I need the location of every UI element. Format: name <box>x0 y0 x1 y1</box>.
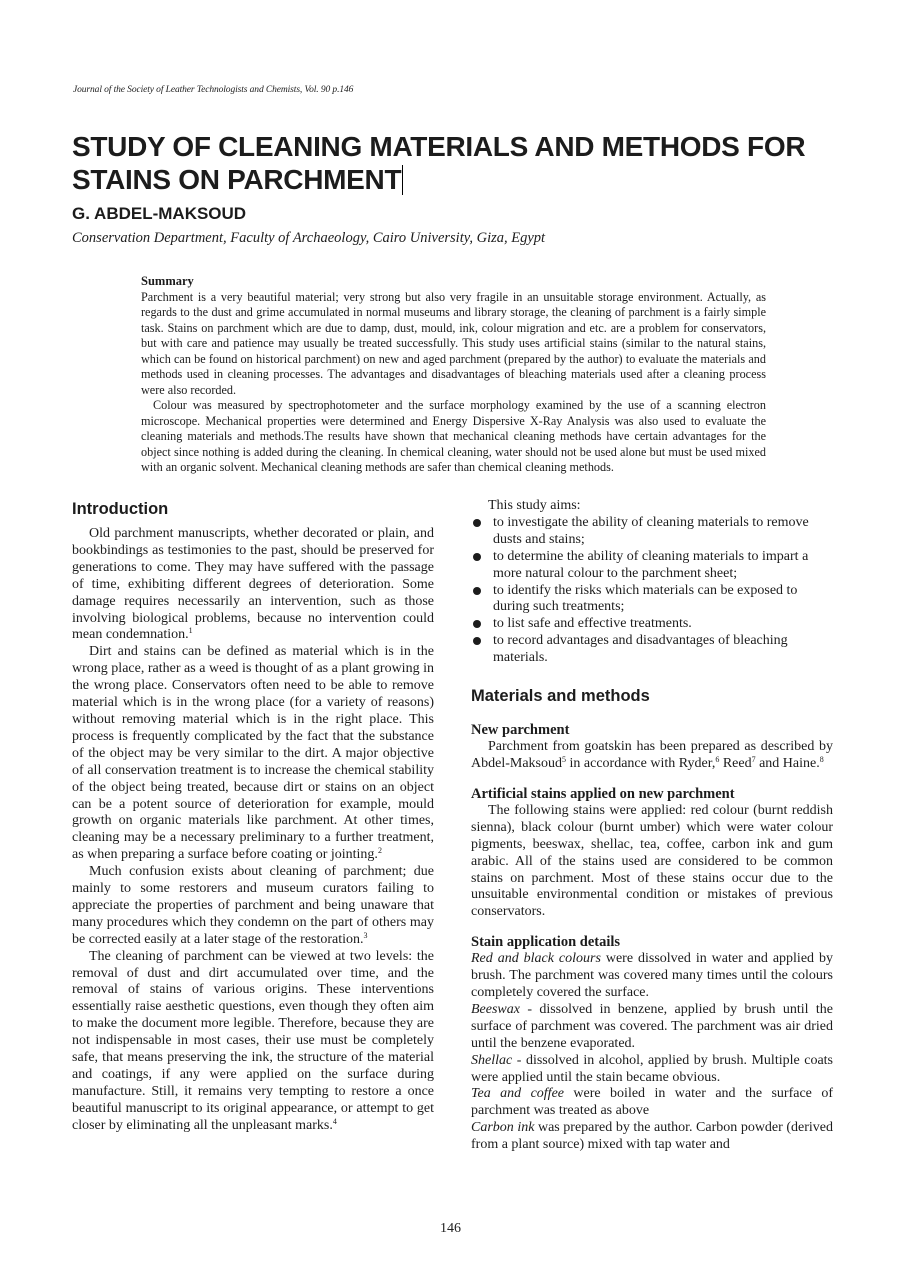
list-item: to list safe and effective treatments. <box>471 616 833 633</box>
intro-paragraph-2: Dirt and stains can be defined as material which is in the wrong place, rather as a weed is thought of as a plant growing in the wrong place. Conservators often need to be able to remove material which is in the wrong place (for a variety of reasons) without removing material which is in the right place. This process is frequently complicated by the fact that the substance of the object may be very similar to the dirt. A major objective of all conservation treatment is to increase the chemical stability of the object being treated, because dirt or stains on an object can be a potent source of deterioration for example, mould growth on organic materials like parchment. At other times, cleaning may be a necessary preliminary to a further treatment, as when preparing a surface before coating or jointing.$^2$ <box>72 644 434 863</box>
list-item: to investigate the ability of cleaning materials to remove dusts and stains; <box>471 515 833 549</box>
stain-detail-item: Beeswax - dissolved in benzene, applied by brush until the surface of parchment was covered. The parchment was air dried until the benzene evaporated. <box>471 1001 833 1051</box>
artificial-stains-text: The following stains were applied: red colour (burnt reddish sienna), black colour (burnt umber) which were water colour pigments, beeswax, shellac, tea, coffee, carbon ink and gum arabic. All of the stains used are considered to be common stains on parchment. Most of these stains occur due to the unsuitable environmental condition or mistakes of previous conservators. <box>471 802 833 920</box>
stain-detail-item: Shellac - dissolved in alcohol, applied by brush. Multiple coats were applied until the stain became obvious. <box>471 1052 833 1085</box>
summary-heading: Summary <box>141 274 194 288</box>
introduction-heading: Introduction <box>72 500 169 518</box>
stain-detail-item: Carbon ink was prepared by the author. Carbon powder (derived from a plant source) mixed with tap water and <box>471 1120 833 1153</box>
paper-title-text: STUDY OF CLEANING MATERIALS AND METHODS FOR STAINS ON PARCHMENT <box>72 131 806 195</box>
bullet-icon <box>473 637 481 645</box>
footnote-ref: 1 <box>188 626 193 636</box>
page-number: 146 <box>440 1221 461 1236</box>
footnote-ref: 2 <box>377 846 382 856</box>
summary-section <box>141 274 766 476</box>
new-parchment-heading: New parchment <box>471 722 570 739</box>
bullet-icon <box>473 553 481 561</box>
stain-detail-item: Tea and coffee were boiled in water and the surface of parchment was treated as above <box>471 1086 833 1119</box>
author-affiliation: Conservation Department, Faculty of Archaeology, Cairo University, Giza, Egypt <box>72 230 546 246</box>
list-item: to identify the risks which materials can be exposed to during such treatments; <box>471 583 833 617</box>
left-column <box>72 498 434 1135</box>
intro-paragraph-1: Old parchment manuscripts, whether decorated or plain, and bookbindings as testimonies to the past, should be preserved for generations to come. They may have suffered with the passage of time, exhibiting different degrees of deterioration. Some damage requires necessarily an intervention, such as those involving biological problems, because no intervention could mean condemnation.$^1$ <box>72 526 434 643</box>
text-cursor <box>402 165 403 195</box>
summary-paragraph-1: Parchment is a very beautiful material; very strong but also very fragile in an unsuitable storage environment. Actually, as regards to the dust and grime accumulated in normal museums and library storage, the cleaning of parchment is a fairly simple task. Stains on parchment which are due to damp, dust, mould, ink, colour migration and etc. are a problem for conservators, but with care and patience may usually be treated successfully. This study uses artificial stains (similar to the natural stains, which can be found on historical parchment) on new and aged parchment (prepared by the author) to evaluate the materials and methods used in cleaning processes. The advantages and disadvantages of bleaching materials used after a cleaning process were also recorded. <box>141 289 766 397</box>
stain-details-heading: Stain application details <box>471 934 621 951</box>
right-column <box>471 498 833 1154</box>
list-item: to record advantages and disadvantages of bleaching materials. <box>471 633 833 667</box>
new-parchment-text: Parchment from goatskin has been prepared as described by Abdel-Maksoud$^5$ in accordance with Ryder,$^6$ Reed$^7$ and Haine.$^8$ <box>471 739 833 771</box>
list-item: to determine the ability of cleaning materials to impart a more natural colour to the parchment sheet; <box>471 549 833 583</box>
intro-paragraph-3: Much confusion exists about cleaning of parchment; due mainly to some restorers and museum curators failing to appreciate the properties of parchment and being unaware that many procedures which they condemn on the part of others may be corrected easily at a later stage of the restoration.$^3$ <box>72 864 434 947</box>
paper-title <box>72 130 852 196</box>
aims-list <box>471 515 833 667</box>
bullet-icon <box>473 620 481 628</box>
aims-intro: This study aims: <box>488 498 581 513</box>
stain-detail-item: Red and black colours were dissolved in water and applied by brush. The parchment was covered many times until the colours completely covered the surface. <box>471 951 833 1001</box>
running-head: Journal of the Society of Leather Technologists and Chemists, Vol. 90 p.146 <box>73 85 354 95</box>
footnote-ref: 3 <box>363 930 368 940</box>
materials-methods-heading: Materials and methods <box>471 687 650 706</box>
author-name: G. ABDEL-MAKSOUD <box>72 204 247 223</box>
bullet-icon <box>473 519 481 527</box>
summary-paragraph-2: Colour was measured by spectrophotometer and the surface morphology examined by the use of a scanning electron microscope. Mechanical properties were determined and Energy Dispersive X-Ray Analysis was also used to evaluate the cleaning materials and methods.The results have shown that mechanical cleaning methods have certain advantages for the object since nothing is added during the cleaning. In chemical cleaning, water should not be used alone but must be used mixed with an organic solvent. Mechanical cleaning methods are safer than chemical cleaning methods. <box>141 398 766 474</box>
bullet-icon <box>473 587 481 595</box>
artificial-stains-heading: Artificial stains applied on new parchment <box>471 785 735 802</box>
intro-paragraph-4: The cleaning of parchment can be viewed at two levels: the removal of dust and dirt accumulated over time, and the removal of stains of various origins. These interventions essentially raise aesthetic questions, even though they often aim to make the document more legible. Therefore, because they are not indispensable in most cases, their use must be completely safe, that means preserving the ink, the structure of the material and coatings, if any were applied on the surface during manufacture. Still, it remains very tempting to restore a once beautiful manuscript to its original appearance, or attempt to get closer by eliminating all the unpleasant marks.$^4$ <box>72 948 434 1133</box>
footnote-ref: 4 <box>332 1116 337 1126</box>
